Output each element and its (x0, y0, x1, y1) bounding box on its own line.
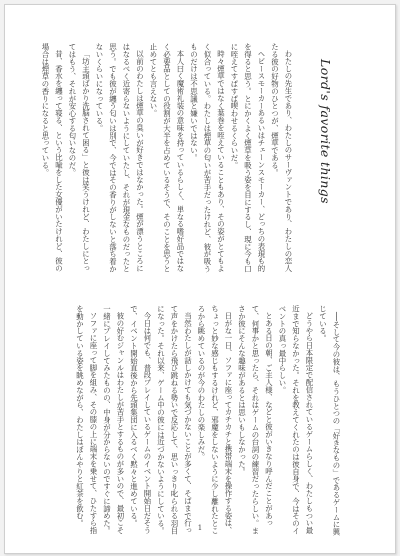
paragraph: 日がな一日、ソファに座ってカチカチと携帯端末を操作する姿は、ちょっと妙な感じもするけれど、邪魔をしないように少し離れたところから眺めているのが今のわたしの楽しみだ。 (197, 305, 233, 535)
paragraph: ヘビースモーカーあるいはチェーンスモーカー、どっちの表現も的を得ると思う。とにかくよく煙草を吸う姿を目にするし、現に今も口に咥えてすぱすぱ喫わせるくらいだ。 (230, 43, 266, 273)
paragraph: どうやら日本限定で配信されているゲームらしく、わたしもつい最近まで知らなかった。それを教えてくれたのは彼自身で、今はそのイベントの真っ最中らしい。 (278, 305, 314, 535)
text-block-upper (37, 43, 295, 279)
page-number: 1 (197, 524, 203, 532)
paragraph: 「坊主頭ばかり洗脳されて困る」と彼は笑うけれど、わたしにとってはもう、それが安心する匂いなのだ。 (68, 43, 91, 273)
paragraph: わたしの先生であり、わたしのサーヴァントであり、わたしの恋人たる彼の好物のひとつが、煙草である。 (270, 43, 293, 273)
chapter-title: Lord's favorite things (318, 59, 333, 204)
paragraph: 以前のわたしは煙草の臭いが好きではなかった。煙が漂うところにはなるべく近寄らないようにしていたし、それが現金なものだったと思う。でも彼が纏う匂いは別で、今ではその香りがしないと落ち着かないくらいになっている。 (95, 43, 145, 273)
paragraph: 時々煙草ではなく葉巻を咥えていることもあり、その姿がとてもよく似合っている。わたしは煙草の匂いが苦手だったけれど、彼が吸うものだけは不思議と嫌いではない。 (189, 43, 226, 273)
paragraph: 昔、香水を纏って寝る、という比喩をした女優がいたけれど、彼の場合は煙草の香りになると思っている。 (41, 43, 64, 273)
paragraph: ソファに座って脚を組み、その膝の上に端末を乗せて、ひたすら指を動かしている姿を眺めながら、わたしはぼんやりと紅茶を飲む。 (75, 305, 98, 535)
text-block-lower (37, 305, 343, 537)
paragraph: 当然わたしが話しかけても気づかないことが多くて、そばまで行って声をかけたら飛び跳ねる勢いで反応して、思いっきり叱られる羽目になった。それ以来、ゲーム中の彼には近づかないようにしている。 (156, 305, 193, 535)
paragraph: 今日は何でも、普段プレイしているゲームのイベント開始日だそうで、イベント開始直後から先頭集団に入るべく黙々と進めている。 (129, 305, 152, 535)
paragraph: とある日の朝、ご主人様、などと彼がいきなり呼んだことがあって、何事かと思ったら、それはゲームの台詞の練習だったらしい。まさか彼にそんな趣味があるとは思いもしなかった。 (237, 305, 274, 535)
paragraph: 本人曰く魔術礼装の意味を持っているらしく、単なる嗜好品ではなく必要品としての役割が大半を占めているそうで、そのことを思うと止めてとも言えない。 (149, 43, 185, 273)
document-page (4, 4, 396, 554)
paragraph: 彼の好むジャンルはわたしが苦手とするものが多いので、最初こそ一緒にプレイしてみたものの、中身が分からないのですぐに諦めた。 (102, 305, 125, 535)
paragraph: ──そして今の彼は、もうひとつの「好きなもの」であるゲームに興じている。 (318, 305, 341, 536)
